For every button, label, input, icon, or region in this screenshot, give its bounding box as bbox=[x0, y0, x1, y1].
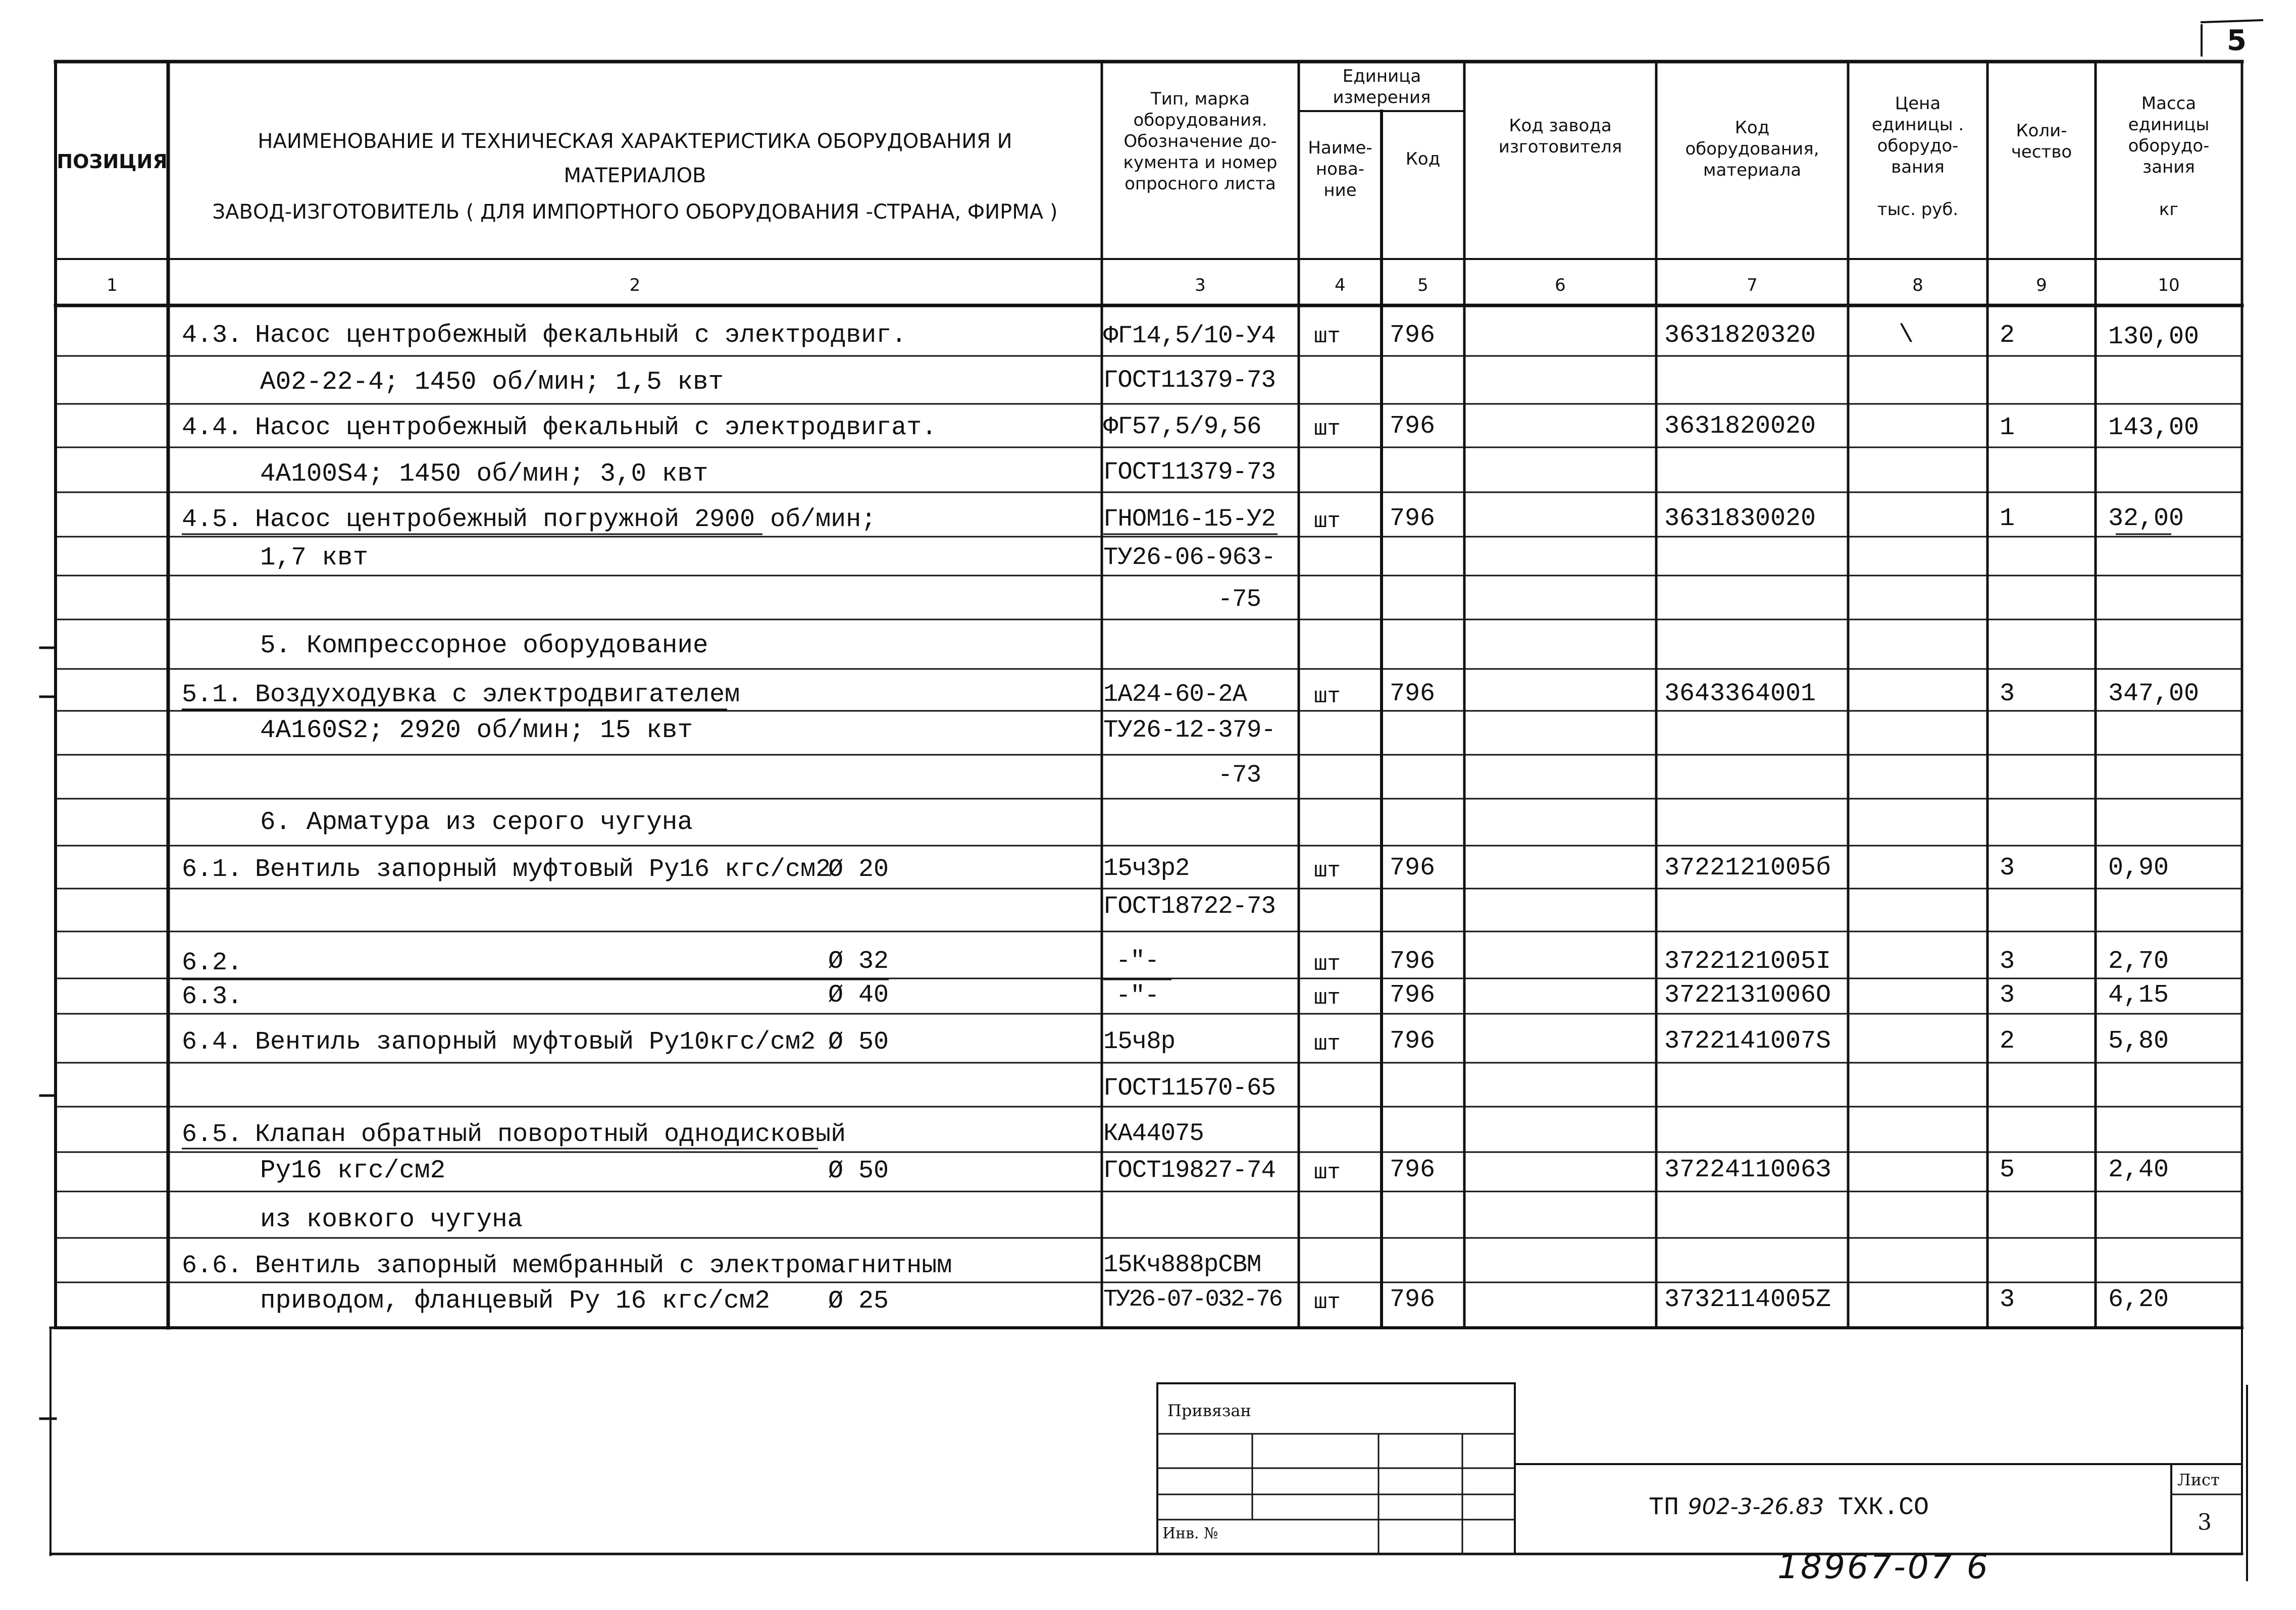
row-equip-code: 3631820020 bbox=[1664, 412, 1816, 441]
row-equip-code: 3722121005б bbox=[1664, 854, 1831, 882]
row-equip-code: 3722121005I bbox=[1664, 947, 1831, 976]
row-unit: шт bbox=[1314, 1031, 1341, 1057]
row-type: ФГ14,5/10-У4 bbox=[1103, 322, 1275, 350]
row-type: ГНОМ16-15-У2 bbox=[1103, 505, 1275, 533]
row-name: 4А160S2; 2920 об/мин; 15 квт bbox=[260, 716, 693, 745]
col-num: 5 bbox=[1417, 275, 1428, 295]
col-num: 10 bbox=[2158, 275, 2180, 295]
row-unit-code: 796 bbox=[1390, 1285, 1436, 1314]
row-number: 6.6. bbox=[182, 1252, 243, 1280]
row-qty: 3 bbox=[2000, 854, 2015, 882]
doc-number-handwritten: 902-3-26.83 bbox=[1688, 1494, 1824, 1520]
row-mass: 0,90 bbox=[2108, 854, 2169, 882]
row-name: Насос центробежный фекальный с электродвиг. bbox=[255, 321, 907, 350]
col-num: 6 bbox=[1555, 275, 1566, 295]
row-qty: 3 bbox=[2000, 1285, 2015, 1314]
row-type: КА44075 bbox=[1103, 1119, 1204, 1148]
row-diameter: Ø 25 bbox=[828, 1287, 889, 1316]
sheet-number: 3 bbox=[2198, 1510, 2212, 1535]
row-name: 1,7 квт bbox=[260, 544, 369, 573]
row-type: ФГ57,5/9,56 bbox=[1103, 412, 1261, 441]
row-type: ГОСТ18722-73 bbox=[1103, 892, 1275, 920]
row-name: Ру16 кгс/см2 bbox=[260, 1157, 446, 1185]
row-qty: 5 bbox=[2000, 1156, 2015, 1184]
row-number: 5.1. bbox=[182, 681, 243, 709]
row-type: -"- bbox=[1116, 981, 1159, 1010]
row-unit: шт bbox=[1314, 952, 1341, 977]
row-equip-code: 3643364001 bbox=[1664, 680, 1816, 708]
col-num: 8 bbox=[1912, 275, 1923, 295]
row-unit: шт bbox=[1314, 858, 1341, 884]
row-qty: 2 bbox=[2000, 321, 2015, 350]
row-type: 1А24-60-2А bbox=[1103, 680, 1247, 708]
handwritten-number: 18967-07 6 bbox=[1777, 1547, 1990, 1586]
stamp-inv-label: Инв. № bbox=[1162, 1525, 1218, 1542]
row-diameter: Ø 32 bbox=[828, 947, 889, 976]
row-unit: шт bbox=[1314, 1290, 1341, 1315]
doc-suffix: ТХК.СО bbox=[1838, 1493, 1929, 1522]
row-number: 6.5. bbox=[182, 1120, 243, 1149]
stamp-bound-label: Привязан bbox=[1167, 1401, 1251, 1420]
header-mass: Масса единицы оборудо- зания кг bbox=[2128, 93, 2210, 220]
page-number: 5 bbox=[2227, 24, 2247, 57]
header-name-line3: ЗАВОД-ИЗГОТОВИТЕЛЬ ( ДЛЯ ИМПОРТНОГО ОБОРУДОВАНИЯ -СТРАНА, ФИРМА ) bbox=[212, 200, 1058, 224]
row-number: 6.1. bbox=[182, 855, 243, 884]
row-unit: шт bbox=[1314, 509, 1341, 534]
row-mass: 32,00 bbox=[2108, 504, 2184, 533]
row-number: 6.3. bbox=[182, 982, 243, 1011]
col-num: 7 bbox=[1747, 275, 1758, 295]
row-type: 15Кч888рСВМ bbox=[1103, 1251, 1261, 1279]
row-type: ГОСТ11379-73 bbox=[1103, 458, 1275, 486]
header-equip-code: Код оборудования, материала bbox=[1685, 118, 1819, 180]
row-name: А02-22-4; 1450 об/мин; 1,5 квт bbox=[260, 368, 724, 397]
row-type: ГОСТ19827-74 bbox=[1103, 1156, 1275, 1184]
header-unit-group: Единица измерения bbox=[1333, 66, 1431, 108]
section-heading: 6. Арматура из серого чугуна bbox=[260, 808, 693, 837]
doc-prefix: ТП bbox=[1649, 1493, 1679, 1522]
row-type: -73 bbox=[1217, 761, 1261, 789]
col-num: 2 bbox=[629, 275, 641, 295]
row-name: Насос центробежный погружной 2900 об/мин; bbox=[255, 505, 877, 534]
row-mass: 4,15 bbox=[2108, 981, 2169, 1010]
row-equip-code: 3722141007S bbox=[1664, 1027, 1831, 1056]
row-diameter: Ø 20 bbox=[828, 855, 889, 884]
row-type: 15ч3р2 bbox=[1103, 854, 1190, 882]
row-unit: шт bbox=[1314, 985, 1341, 1011]
row-name: 4А100S4; 1450 об/мин; 3,0 квт bbox=[260, 460, 708, 489]
row-mass: 2,40 bbox=[2108, 1156, 2169, 1184]
row-qty: 3 bbox=[2000, 947, 2015, 976]
header-position: ПОЗИЦИЯ bbox=[57, 150, 168, 173]
header-name-line2: МАТЕРИАЛОВ bbox=[564, 164, 706, 187]
row-name: из ковкого чугуна bbox=[260, 1206, 523, 1234]
row-name: Клапан обратный поворотный однодисковый bbox=[255, 1120, 846, 1149]
row-unit-code: 796 bbox=[1390, 680, 1436, 708]
header-name-line1: НАИМЕНОВАНИЕ И ТЕХНИЧЕСКАЯ ХАРАКТЕРИСТИКА ОБОРУДОВАНИЯ И bbox=[258, 130, 1012, 153]
row-mass: 5,80 bbox=[2108, 1027, 2169, 1056]
row-unit-code: 796 bbox=[1390, 981, 1436, 1010]
row-equip-code: 3732114005Z bbox=[1664, 1285, 1831, 1314]
row-type: ТУ26-12-379- bbox=[1103, 716, 1275, 744]
header-maker-code: Код завода изготовителя bbox=[1498, 116, 1622, 157]
row-qty: 1 bbox=[2000, 504, 2015, 533]
row-unit: шт bbox=[1314, 324, 1341, 349]
row-mass: 2,70 bbox=[2108, 947, 2169, 976]
row-mass: 130,00 bbox=[2108, 323, 2200, 351]
row-diameter: Ø 50 bbox=[828, 1157, 889, 1185]
row-qty: 2 bbox=[2000, 1027, 2015, 1056]
row-qty: 3 bbox=[2000, 680, 2015, 708]
row-unit-code: 796 bbox=[1390, 504, 1436, 533]
col-num: 4 bbox=[1335, 275, 1346, 295]
col-num: 9 bbox=[2036, 275, 2047, 295]
row-mass: 6,20 bbox=[2108, 1285, 2169, 1314]
row-price: \ bbox=[1899, 321, 1914, 350]
row-unit-code: 796 bbox=[1390, 1156, 1436, 1184]
row-unit-code: 796 bbox=[1390, 854, 1436, 882]
row-type: -75 bbox=[1217, 585, 1261, 613]
row-qty: 3 bbox=[2000, 981, 2015, 1010]
header-unit-name: Наиме- нова- ние bbox=[1308, 138, 1372, 200]
row-diameter: Ø 40 bbox=[828, 981, 889, 1010]
row-number: 4.3. bbox=[182, 321, 243, 350]
header-price: Цена единицы . оборудо- вания тыс. руб. bbox=[1871, 93, 1964, 220]
row-name: Воздуходувка с электродвигателем bbox=[255, 681, 740, 709]
row-qty: 1 bbox=[2000, 413, 2015, 442]
row-unit: шт bbox=[1314, 1160, 1341, 1185]
col-num: 1 bbox=[107, 275, 118, 295]
row-unit: шт bbox=[1314, 684, 1341, 709]
col-num: 3 bbox=[1195, 275, 1206, 295]
row-type: -"- bbox=[1116, 947, 1159, 975]
row-unit-code: 796 bbox=[1390, 947, 1436, 976]
row-equip-code: 3722411006З bbox=[1664, 1156, 1831, 1184]
row-type: ГОСТ11379-73 bbox=[1103, 366, 1275, 394]
row-name: Вентиль запорный муфтовый Ру10кгс/см2 bbox=[255, 1028, 816, 1057]
header-unit-code: Код bbox=[1405, 149, 1441, 169]
row-name: Вентиль запорный муфтовый Ру16 кгс/см2 bbox=[255, 855, 831, 884]
row-unit-code: 796 bbox=[1390, 1027, 1436, 1056]
row-name: приводом, фланцевый Ру 16 кгс/см2 bbox=[260, 1287, 770, 1316]
row-number: 4.5. bbox=[182, 505, 243, 534]
sheet-label: Лист bbox=[2177, 1470, 2220, 1489]
row-type: ГОСТ11570-65 bbox=[1103, 1074, 1275, 1102]
row-name: Вентиль запорный мембранный с электромагнитным bbox=[255, 1252, 952, 1280]
row-unit-code: 796 bbox=[1390, 412, 1436, 441]
row-number: 6.2. bbox=[182, 949, 243, 977]
row-equip-code: 3631820320 bbox=[1664, 321, 1816, 350]
row-unit: шт bbox=[1314, 417, 1341, 442]
row-type: 15ч8р bbox=[1103, 1027, 1176, 1056]
row-type: ТУ26-06-963- bbox=[1103, 543, 1275, 572]
row-equip-code: 3631830020 bbox=[1664, 504, 1816, 533]
header-type: Тип, марка оборудования. Обозначение до- кумента и номер опросного листа bbox=[1123, 89, 1278, 194]
row-name: Насос центробежный фекальный с электродвигат. bbox=[255, 413, 937, 442]
row-mass: 347,00 bbox=[2108, 680, 2200, 708]
row-type: ТУ26-07-032-76 bbox=[1103, 1286, 1282, 1313]
row-diameter: Ø 50 bbox=[828, 1028, 889, 1057]
row-number: 4.4. bbox=[182, 413, 243, 442]
row-mass: 143,00 bbox=[2108, 413, 2200, 442]
row-number: 6.4. bbox=[182, 1028, 243, 1057]
row-equip-code: 3722131006O bbox=[1664, 981, 1831, 1010]
section-heading: 5. Компрессорное оборудование bbox=[260, 632, 708, 660]
document-code bbox=[1649, 1493, 1929, 1522]
header-qty: Коли- чество bbox=[2011, 121, 2072, 162]
row-unit-code: 796 bbox=[1390, 321, 1436, 350]
